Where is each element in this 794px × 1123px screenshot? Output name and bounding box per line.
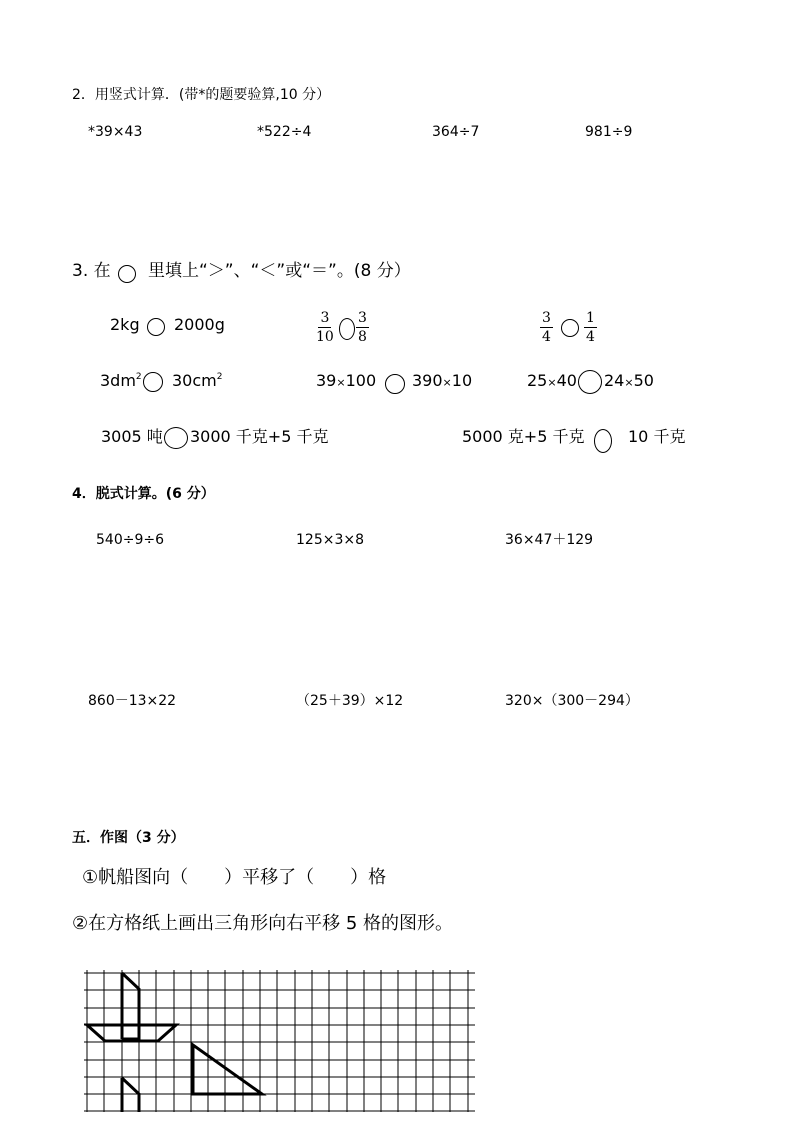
cmp-r3a-right: 3000 千克+5 千克 bbox=[190, 427, 329, 446]
compare-circle-blank[interactable] bbox=[147, 318, 165, 336]
q2-item-2: *522÷4 bbox=[257, 124, 312, 140]
fraction-r1c-left bbox=[540, 311, 553, 344]
cmp-r1a-right: 2000g bbox=[174, 315, 225, 334]
q4-expr-6: 320×（300－294） bbox=[505, 693, 639, 709]
sailboat-sail bbox=[122, 973, 139, 1039]
sailboat-copy-partial bbox=[122, 1078, 139, 1112]
cmp-r2a-left: $3dm^2$ bbox=[100, 371, 142, 390]
q2-title: 2．用竖式计算．(带*的题要验算,10 分） bbox=[72, 87, 331, 103]
fraction-numerator: 3 bbox=[542, 310, 551, 326]
compare-circle-blank[interactable] bbox=[339, 318, 355, 340]
fraction-r1c-right bbox=[584, 311, 597, 344]
compare-circle-icon bbox=[118, 265, 136, 283]
cmp-r2c-right: 24×50 bbox=[604, 371, 654, 390]
cmp-r3a-left: 3005 吨 bbox=[101, 427, 163, 446]
compare-circle-blank[interactable] bbox=[578, 370, 602, 394]
q4-expr-5: （25＋39）×12 bbox=[296, 693, 404, 709]
cmp-r2c-left: 25×40 bbox=[527, 371, 577, 390]
q4-expr-3: 36×47＋129 bbox=[505, 532, 594, 548]
compare-circle-blank[interactable] bbox=[385, 374, 405, 394]
q4-expr-2: 125×3×8 bbox=[296, 532, 364, 548]
q2-item-4: 981÷9 bbox=[585, 124, 633, 140]
compare-circle-blank[interactable] bbox=[594, 429, 612, 453]
fraction-denominator: 10 bbox=[316, 329, 334, 345]
cmp-r2b-left: 39×100 bbox=[316, 371, 377, 390]
q5-line-1: ①帆船图向（ ）平移了（ ）格 bbox=[82, 867, 387, 888]
cmp-r1a-left: 2kg bbox=[110, 315, 140, 334]
q3-title-suffix: 里填上“＞”、“＜”或“＝”。(8 分） bbox=[148, 261, 411, 281]
cmp-r2b-right: 390×10 bbox=[412, 371, 473, 390]
compare-circle-blank[interactable] bbox=[143, 372, 163, 392]
fraction-numerator: 3 bbox=[320, 310, 330, 326]
compare-circle-blank[interactable] bbox=[561, 319, 579, 337]
triangle bbox=[193, 1045, 262, 1094]
fraction-denominator: 8 bbox=[358, 329, 367, 345]
cmp-r2a-right: $30cm^2$ bbox=[172, 371, 223, 390]
cmp-r3b-left: 5000 克+5 千克 bbox=[462, 427, 585, 446]
fraction-r1b-left bbox=[316, 311, 334, 344]
q2-item-1: *39×43 bbox=[88, 124, 143, 140]
fraction-numerator: 3 bbox=[358, 310, 367, 326]
q4-title: 4．脱式计算。(6 分） bbox=[72, 486, 215, 502]
compare-circle-blank[interactable] bbox=[164, 427, 188, 449]
q3-title-prefix: 3. 在 bbox=[72, 261, 111, 281]
q4-expr-4: 860－13×22 bbox=[88, 693, 177, 709]
q5-line-2: ②在方格纸上画出三角形向右平移 5 格的图形。 bbox=[72, 913, 454, 934]
q2-item-3: 364÷7 bbox=[432, 124, 480, 140]
fraction-denominator: 4 bbox=[542, 329, 551, 345]
fraction-denominator: 4 bbox=[586, 329, 595, 345]
q4-expr-1: 540÷9÷6 bbox=[96, 532, 164, 548]
q5-title: 五．作图（3 分） bbox=[72, 830, 185, 846]
fraction-r1b-right bbox=[356, 311, 369, 344]
cmp-r3b-right: 10 千克 bbox=[628, 427, 686, 446]
fraction-numerator: 1 bbox=[586, 310, 595, 326]
grid-paper bbox=[84, 970, 478, 1112]
